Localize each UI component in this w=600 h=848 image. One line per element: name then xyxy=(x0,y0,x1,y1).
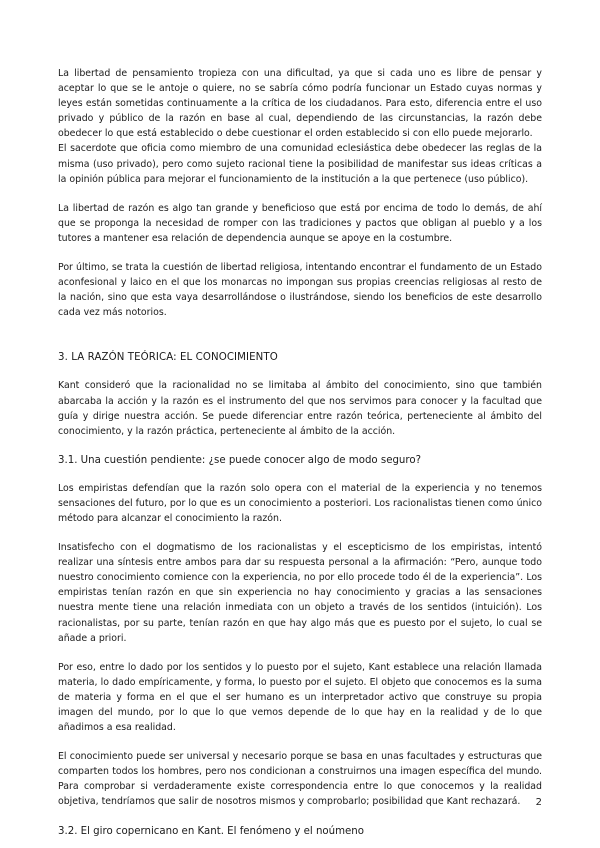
intro-paragraph-libertad-religiosa: Por último, se trata la cuestión de libertad religiosa, intentando encontrar el fundamento de un Estado aconfesional y laico en el que los monarcas no impongan sus propias creencias religiosas al resto de la nación, sino que esta vaya desarrollándose o ilustrándose, siendo los beneficios de este desarrollo cada vez más notorios. xyxy=(58,262,542,319)
page-number: 2 xyxy=(535,797,542,808)
section-3-paragraph: Kant consideró que la racionalidad no se limitaba al ámbito del conocimiento, sino que también abarcaba la acción y la razón es el instrumento del que nos servimos para conocer y la facultad que guía y dirige nuestra acción. Se puede diferenciar entre razón teórica, perteneciente al ámbito del conocimiento, y la razón práctica, perteneciente al ámbito de la acción. xyxy=(58,380,542,437)
intro-paragraph-sacerdote: El sacerdote que oficia como miembro de una comunidad eclesiástica debe obedecer las reglas de la misma (uso privado), pero como sujeto racional tiene la posibilidad de manifestar sus ideas críticas a la opinión pública para mejorar el funcionamiento de la institución a la que pertenece (uso público). xyxy=(58,143,542,185)
intro-paragraph-libertad-pensamiento: La libertad de pensamiento tropieza con una dificultad, ya que si cada uno es libre de pensar y aceptar lo que se le antoje o quiere, no se sabría cómo podría funcionar un Estado cuyas normas y leyes están sometidas continuamente a la crítica de los ciudadanos. Para esto, diferencia entre el uso privado y público de la razón en base al cual, dependiendo de las circunstancias, la razón debe obedecer lo que está establecido o debe cuestionar el orden establecido si con ello puede mejorarlo. xyxy=(58,68,542,140)
intro-paragraph-libertad-razon: La libertad de razón es algo tan grande y beneficioso que está por encima de todo lo demás, de ahí que se proponga la necesidad de romper con las tradiciones y pactos que obligan al pueblo y a los tutores a mantener esa relación de dependencia aunque se apoye en la costumbre. xyxy=(58,202,542,244)
section-3-1-paragraph-materia-forma: Por eso, entre lo dado por los sentidos y lo puesto por el sujeto, Kant establece una relación llamada materia, lo dado empíricamente, y forma, lo puesto por el sujeto. El objeto que conocemos es la suma de materia y forma en el que el ser humano es un interpretador activo que construye su propia imagen del mundo, por lo que lo que vemos depende de lo que hay en la realidad y de lo que añadimos a esa realidad. xyxy=(58,661,542,734)
section-3-1-paragraph-conocimiento-universal: El conocimiento puede ser universal y necesario porque se basa en unas facultades y estructuras que comparten todos los hombres, pero nos condicionan a construirnos una imagen específica del mundo. Para comprobar si verdaderamente existe correspondencia entre lo que conocemos y la realidad objetiva, tendríamos que salir de nosotros mismos y comprobarlo; posibilidad que Kant rechazará. xyxy=(58,751,542,808)
section-3-1-heading: 3.1. Una cuestión pendiente: ¿se puede conocer algo de modo seguro? xyxy=(58,454,421,466)
section-3-1-paragraph-insatisfecho: Insatisfecho con el dogmatismo de los racionalistas y el escepticismo de los empiristas, intentó realizar una síntesis entre ambos para dar su respuesta personal a la afirmación: “Pero, aunque todo nuestro conocimiento comience con la experiencia, no por ello procede todo él de la experiencia”. Los empiristas tenían razón en que sin experiencia no hay conocimiento y gracias a las sensaciones nuestra mente tiene una relación inmediata con un objeto a través de los sentidos (intuición). Los racionalistas, por su parte, tenían razón en que hay algo más que es puesto por el sujeto, lo cual se añade a priori. xyxy=(58,542,542,644)
section-3-1-paragraph-empiristas: Los empiristas defendían que la razón solo opera con el material de la experiencia y no tenemos sensaciones del futuro, por lo que es un conocimiento a posteriori. Los racionalistas tienen como único método para alcanzar el conocimiento la razón. xyxy=(58,482,542,524)
section-3-heading: 3. LA RAZÓN TEÓRICA: EL CONOCIMIENTO xyxy=(58,352,278,364)
section-3-2-heading: 3.2. El giro copernicano en Kant. El fenómeno y el noúmeno xyxy=(58,825,364,837)
document-page xyxy=(58,66,542,839)
